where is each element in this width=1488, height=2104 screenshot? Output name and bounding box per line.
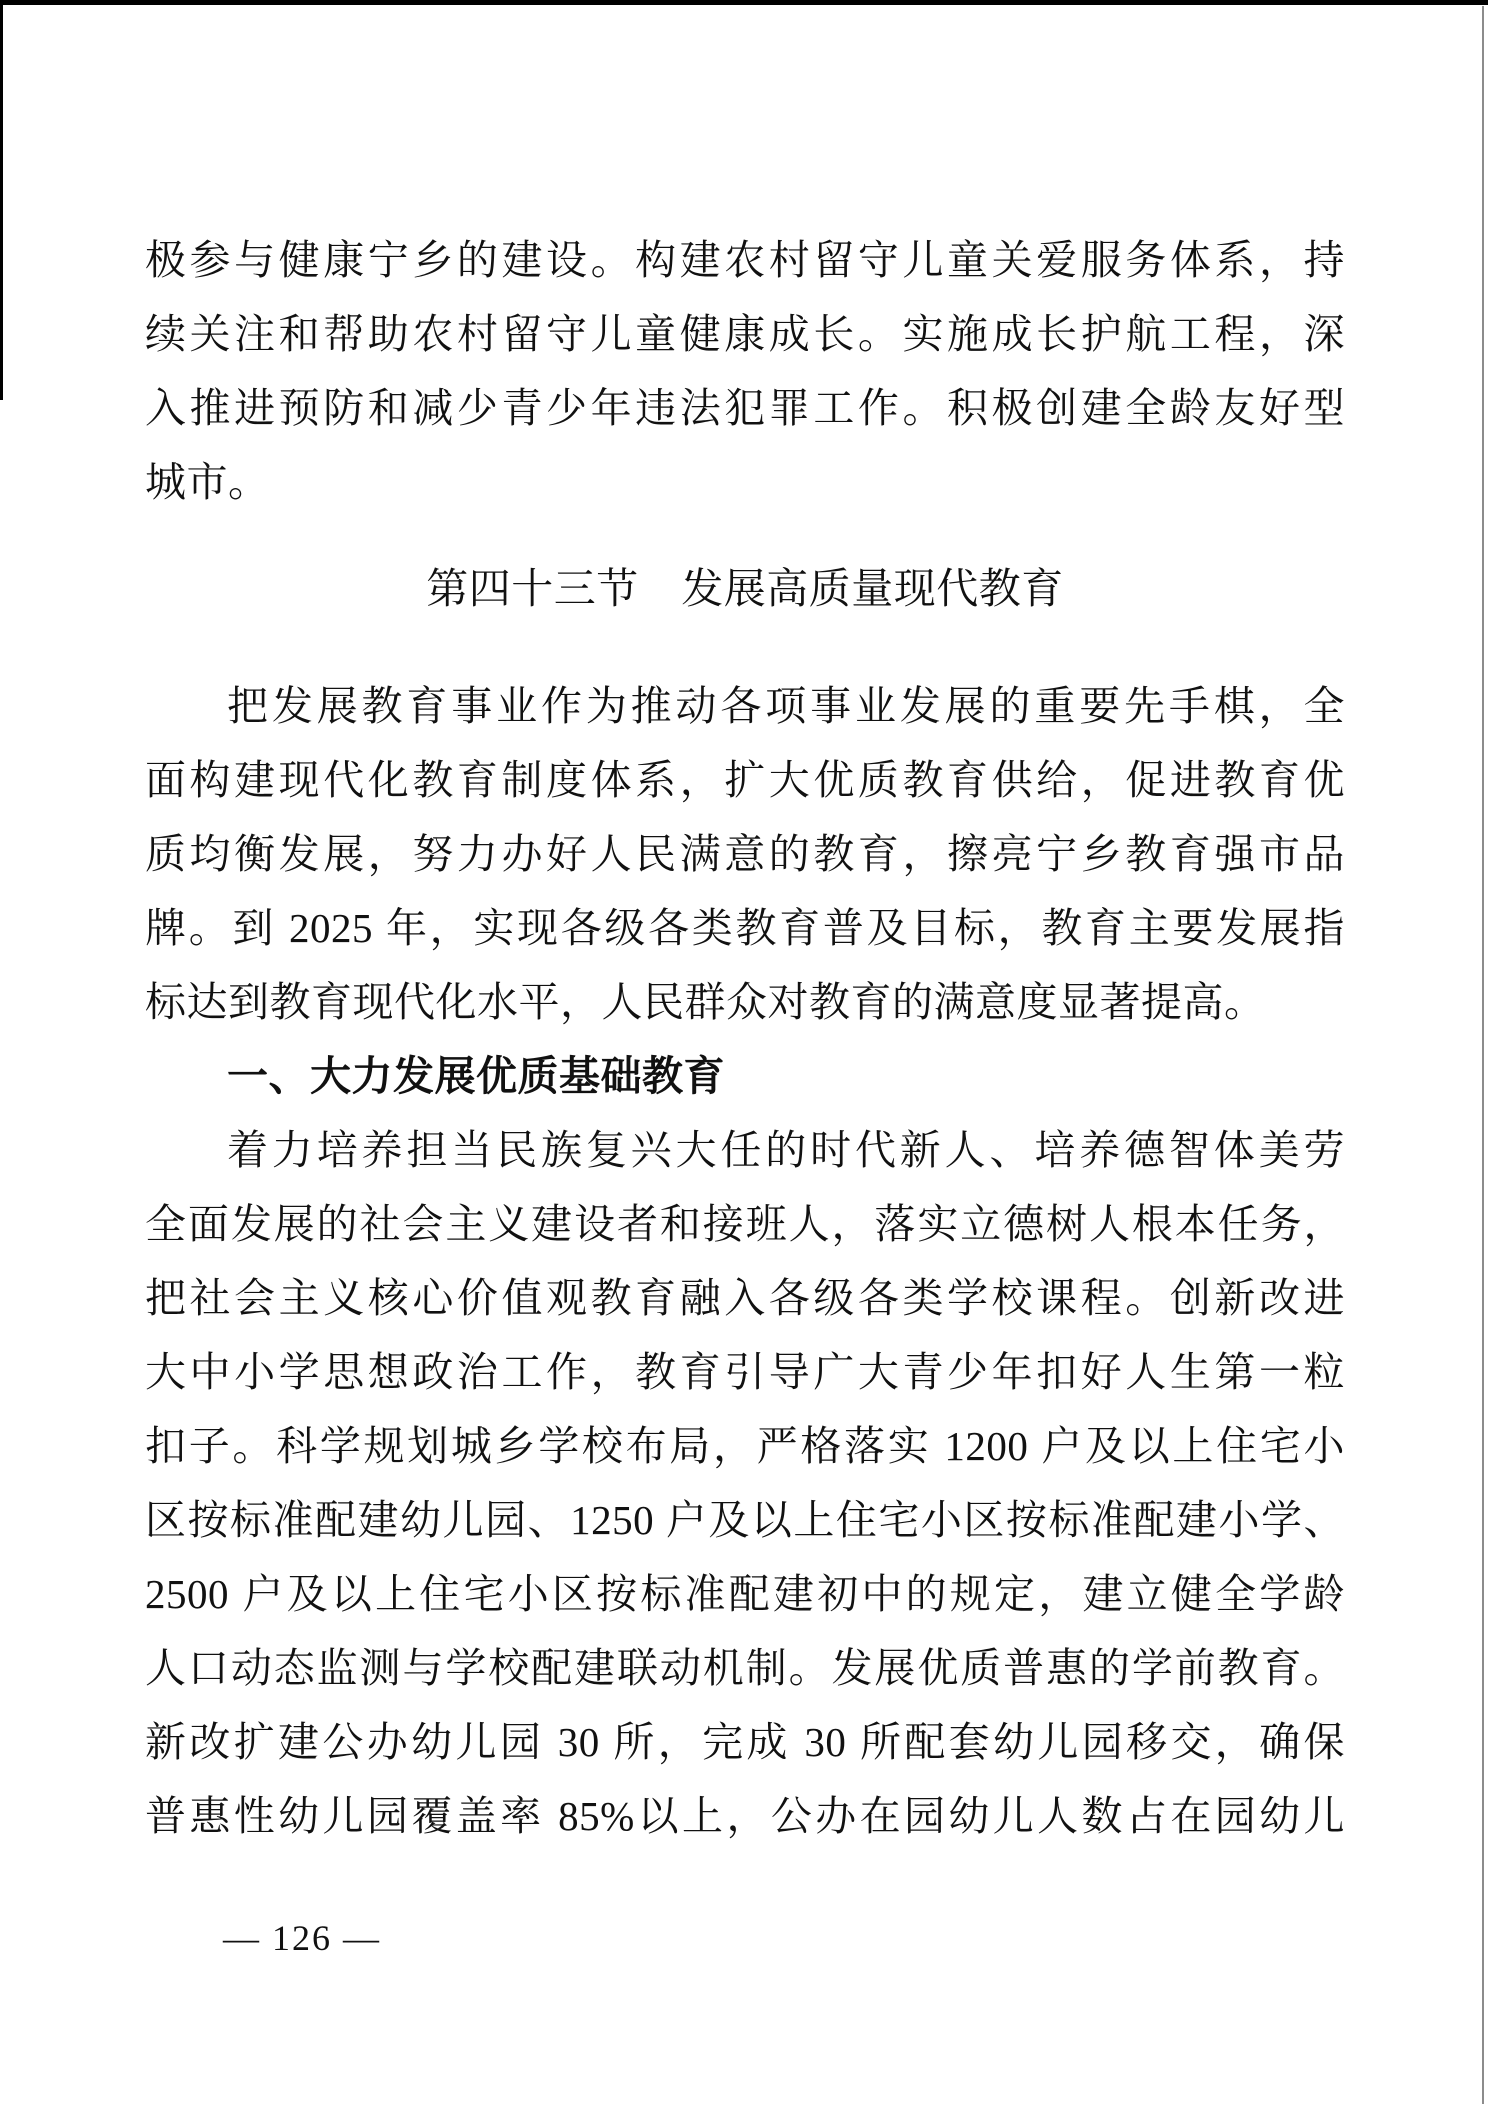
body-line: 扣子。科学规划城乡学校布局，严格落实 1200 户及以上住宅小 — [145, 1423, 1345, 1469]
body-line: 2500 户及以上住宅小区按标准配建初中的规定，建立健全学龄 — [145, 1571, 1345, 1617]
body-line: 着力培养担当民族复兴大任的时代新人、培养德智体美劳 — [227, 1127, 1345, 1173]
subsection-heading: 一、大力发展优质基础教育 — [227, 1053, 725, 1099]
body-line: 人口动态监测与学校配建联动机制。发展优质普惠的学前教育。 — [145, 1645, 1345, 1691]
body-line: 全面发展的社会主义建设者和接班人，落实立德树人根本任务， — [145, 1201, 1345, 1247]
page-number: — 126 — — [223, 1918, 381, 1958]
scan-right-edge-line — [1482, 6, 1484, 2104]
paragraph-intro — [145, 669, 1345, 1039]
scan-left-edge — [0, 0, 3, 400]
body-line: 普惠性幼儿园覆盖率 85%以上，公办在园幼儿人数占在园幼儿 — [145, 1793, 1345, 1839]
body-line: 质均衡发展，努力办好人民满意的教育，擦亮宁乡教育强市品 — [145, 831, 1345, 877]
body-line: 牌。到 2025 年，实现各级各类教育普及目标，教育主要发展指 — [145, 905, 1345, 951]
body-line: 标达到教育现代化水平，人民群众对教育的满意度显著提高。 — [145, 979, 1266, 1025]
section-heading: 第四十三节 发展高质量现代教育 — [426, 567, 1064, 613]
body-line: 区按标准配建幼儿园、1250 户及以上住宅小区按标准配建小学、 — [145, 1497, 1345, 1543]
body-line: 续关注和帮助农村留守儿童健康成长。实施成长护航工程，深 — [145, 311, 1345, 357]
body-line: 入推进预防和减少青少年违法犯罪工作。积极创建全龄友好型 — [145, 385, 1345, 431]
page-text-block — [145, 0, 1345, 1975]
body-line: 大中小学思想政治工作，教育引导广大青少年扣好人生第一粒 — [145, 1349, 1345, 1395]
body-line: 新改扩建公办幼儿园 30 所，完成 30 所配套幼儿园移交，确保 — [145, 1719, 1345, 1765]
body-line: 城市。 — [145, 459, 270, 505]
body-line: 把发展教育事业作为推动各项事业发展的重要先手棋，全 — [227, 683, 1345, 729]
body-line: 面构建现代化教育制度体系，扩大优质教育供给，促进教育优 — [145, 757, 1345, 803]
paragraph-closing — [145, 223, 1345, 519]
body-line: 极参与健康宁乡的建设。构建农村留守儿童关爱服务体系，持 — [145, 237, 1345, 283]
body-line: 把社会主义核心价值观教育融入各级各类学校课程。创新改进 — [145, 1275, 1345, 1321]
paragraph-basic-education — [145, 1113, 1345, 1853]
